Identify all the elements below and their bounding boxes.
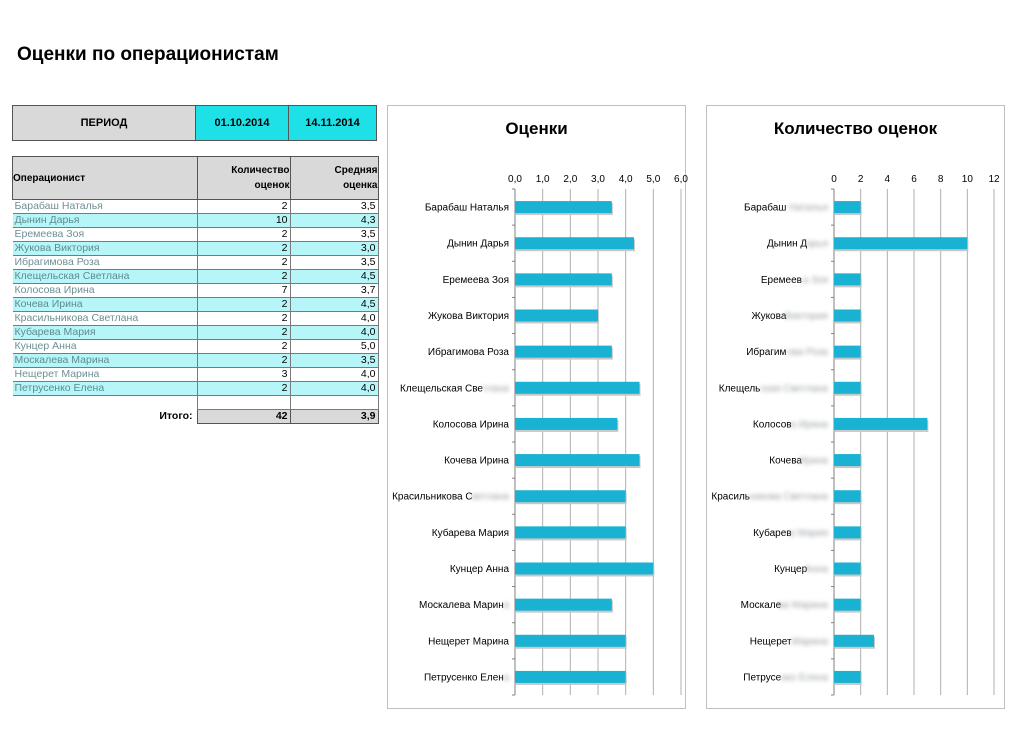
category-label-hidden: нко Елена (780, 672, 828, 684)
tick-label: 10 (961, 174, 973, 185)
rating-count: 2 (197, 228, 290, 242)
category-label-visible: Клещель (718, 383, 761, 395)
category-label-visible: Ибрагимова Роза (427, 347, 509, 359)
bar (834, 454, 861, 466)
table-row[interactable] (13, 368, 379, 382)
header-word: оценок (254, 180, 290, 191)
table-total-row (13, 410, 379, 424)
tick-label: 3,0 (591, 174, 605, 185)
category-label-hidden: арья (806, 238, 828, 250)
category-label-visible: Кочева Ирина (444, 455, 509, 467)
table-row[interactable] (13, 200, 379, 214)
category-label (425, 202, 509, 214)
chart-counts-panel (706, 105, 1005, 709)
bar (834, 563, 861, 575)
table-row[interactable] (13, 214, 379, 228)
bar (515, 346, 612, 358)
operator-name: Кочева Ирина (13, 298, 198, 312)
category-label (753, 527, 828, 539)
bar (515, 237, 634, 249)
table-spacer-row (13, 396, 379, 410)
category-label-visible: Жукова (751, 311, 787, 322)
rating-average: 4,5 (290, 270, 378, 284)
category-label-visible: Красиль (711, 491, 750, 503)
table-row[interactable] (13, 256, 379, 270)
bar (834, 273, 861, 285)
chart-ratings-panel (387, 105, 686, 709)
operator-name: Красильникова Светлана (13, 312, 198, 326)
bar (515, 382, 640, 394)
rating-average: 3,5 (290, 200, 378, 214)
category-label (744, 202, 828, 214)
category-label-hidden: тлана (482, 383, 509, 395)
category-label-visible: Еремеева Зоя (442, 274, 509, 286)
period-table (12, 105, 377, 141)
rating-count: 2 (197, 200, 290, 214)
bar (515, 599, 612, 611)
bar (515, 671, 626, 683)
bar (515, 490, 626, 502)
category-label-hidden: Ирина (798, 455, 828, 467)
rating-average: 4,0 (290, 382, 378, 396)
operators-table (12, 156, 379, 424)
category-label (447, 239, 509, 250)
category-label-visible: Кунцер Анна (449, 564, 509, 575)
category-label (444, 456, 509, 467)
total-count: 42 (197, 410, 290, 424)
bar (834, 310, 861, 322)
bar (834, 599, 861, 611)
category-label-visible: Барабаш Наталья (424, 202, 509, 214)
header-count (197, 157, 290, 200)
category-label-visible: Колосов (752, 419, 792, 431)
table-row[interactable] (13, 270, 379, 284)
operator-name: Нещерет Марина (13, 368, 198, 382)
bar (515, 563, 653, 575)
category-label-hidden: Марина (791, 636, 828, 648)
category-label-hidden: Наталья (788, 202, 828, 214)
bar (834, 201, 861, 213)
category-label (400, 383, 509, 394)
header-operator: Операционист (13, 157, 198, 200)
bar (515, 418, 617, 430)
category-label-visible: Нещерет (749, 636, 792, 648)
rating-count: 2 (197, 256, 290, 270)
category-label (392, 492, 509, 503)
category-label (443, 275, 509, 286)
bar (834, 490, 861, 502)
period-label: ПЕРИОД (13, 106, 196, 141)
bar (834, 526, 861, 538)
header-avg (290, 157, 378, 200)
spacer-cell (290, 396, 378, 410)
bar (834, 635, 874, 647)
table-row[interactable] (13, 298, 379, 312)
category-label (432, 527, 509, 539)
rating-average: 4,0 (290, 368, 378, 382)
tick-label: 6 (911, 174, 917, 185)
rating-count: 2 (197, 326, 290, 340)
category-label (753, 419, 829, 430)
table-row[interactable] (13, 284, 379, 298)
rating-average: 3,5 (290, 256, 378, 270)
period-to-date[interactable]: 14.11.2014 (289, 106, 377, 141)
bar (515, 310, 598, 322)
category-label-hidden: а Мария (789, 527, 828, 539)
rating-count: 2 (197, 382, 290, 396)
rating-average: 3,5 (290, 228, 378, 242)
category-label-visible: Москалева Марин (419, 600, 504, 612)
category-label-visible: Жукова Виктория (427, 311, 509, 322)
rating-count: 7 (197, 284, 290, 298)
category-label-visible: Петрусе (743, 672, 782, 684)
rating-average: 3,5 (290, 354, 378, 368)
header-word: Средняя (334, 165, 378, 176)
category-label-visible: Москале (740, 600, 782, 612)
header-word: Количество (231, 165, 290, 176)
chart-counts (707, 106, 1004, 708)
category-label-hidden: ва Марина (778, 600, 828, 612)
table-row[interactable] (13, 354, 379, 368)
rating-average: 4,0 (290, 312, 378, 326)
bar (515, 273, 612, 285)
category-label (419, 600, 509, 611)
category-label-hidden: а Ирина (790, 419, 828, 431)
tick-label: 4,0 (618, 174, 633, 185)
category-label-visible: Ибрагим (746, 347, 787, 359)
rating-average: 4,0 (290, 326, 378, 340)
category-label (428, 311, 509, 322)
bar (834, 237, 967, 249)
tick-label: 0 (831, 174, 837, 185)
category-label-hidden: ветлана (471, 491, 509, 503)
category-label-visible: Кубарев (753, 527, 792, 539)
operator-name: Клещельская Светлана (13, 270, 198, 284)
chart-counts-title: Количество оценок (773, 119, 938, 138)
operator-name: Ибрагимова Роза (13, 256, 198, 270)
table-row[interactable] (13, 312, 379, 326)
category-label-visible: Барабаш (744, 202, 787, 214)
category-label-visible: Колосова Ирина (432, 419, 509, 431)
bar (834, 671, 861, 683)
rating-average: 4,3 (290, 214, 378, 228)
bar (834, 346, 861, 358)
category-label-visible: Красильникова С (392, 491, 473, 503)
tick-label: 4 (884, 174, 891, 185)
table-row[interactable] (13, 340, 379, 354)
category-label (746, 346, 828, 358)
rating-count: 2 (197, 340, 290, 354)
total-average: 3,9 (290, 410, 378, 424)
rating-average: 3,7 (290, 284, 378, 298)
rating-count: 10 (197, 214, 290, 228)
category-label-visible: Дынин Д (767, 238, 808, 250)
tick-label: 2,0 (563, 174, 578, 185)
operator-name: Москалева Марина (13, 354, 198, 368)
spacer-cell (13, 396, 198, 410)
category-label (711, 492, 828, 503)
category-label (428, 346, 510, 358)
tick-label: 12 (988, 174, 1000, 185)
category-label-visible: Нещерет Марина (428, 636, 509, 648)
category-label-hidden: Анна (804, 564, 828, 575)
rating-count: 2 (197, 298, 290, 312)
category-label-hidden: ская Светлана (760, 383, 828, 395)
category-label-visible: Кубарева Мария (431, 527, 509, 539)
category-label-visible: Клещельская Све (400, 383, 483, 395)
rating-average: 3,0 (290, 242, 378, 256)
tick-label: 6,0 (674, 174, 688, 185)
tick-label: 2 (857, 174, 864, 185)
category-label-hidden: а Зоя (802, 274, 828, 286)
tick-label: 8 (937, 174, 944, 185)
rating-count: 2 (197, 312, 290, 326)
bar (515, 201, 612, 213)
tick-label: 0,0 (508, 174, 522, 185)
category-label (767, 239, 828, 250)
rating-count: 2 (197, 270, 290, 284)
chart-ratings-title: Оценки (505, 119, 568, 138)
operator-name: Кубарева Мария (13, 326, 198, 340)
chart-ratings (388, 106, 688, 708)
bar (834, 382, 861, 394)
category-label (743, 672, 828, 683)
header-word: оценка (343, 180, 378, 191)
category-label-visible: Еремеев (760, 274, 802, 286)
bar (515, 635, 626, 647)
bar (515, 526, 626, 538)
category-label-hidden: а (503, 672, 509, 684)
category-label (433, 419, 510, 430)
category-label (750, 636, 829, 647)
category-label-visible: Дынин Дарья (447, 238, 509, 250)
rating-count: 3 (197, 368, 290, 382)
category-label-visible: Петрусенко Елен (423, 672, 504, 684)
category-label-hidden: а (503, 600, 509, 612)
spacer-cell (197, 396, 290, 410)
period-from-date[interactable]: 01.10.2014 (196, 106, 289, 141)
rating-count: 2 (197, 242, 290, 256)
category-label (424, 672, 509, 683)
category-label (719, 383, 829, 394)
table-row[interactable] (13, 326, 379, 340)
category-label (774, 564, 828, 575)
tick-label: 5,0 (646, 174, 661, 185)
operator-name: Дынин Дарья (13, 214, 198, 228)
operator-name: Колосова Ирина (13, 284, 198, 298)
table-row[interactable] (13, 382, 379, 396)
operator-name: Жукова Виктория (13, 242, 198, 256)
category-label-hidden: ова Роза (787, 347, 828, 359)
rating-average: 5,0 (290, 340, 378, 354)
rating-average: 4,5 (290, 298, 378, 312)
category-label-hidden: никова Светлана (748, 491, 828, 503)
category-label (428, 636, 509, 647)
category-label (741, 600, 829, 611)
category-label (761, 275, 828, 286)
tick-label: 1,0 (535, 174, 550, 185)
total-label: Итого: (13, 410, 198, 424)
operator-name: Барабаш Наталья (13, 200, 198, 214)
operator-name: Кунцер Анна (13, 340, 198, 354)
category-label (769, 456, 828, 467)
page-title: Оценки по операционистам (17, 44, 279, 65)
category-label-hidden: Виктория (784, 311, 828, 322)
table-row[interactable] (13, 228, 379, 242)
rating-count: 2 (197, 354, 290, 368)
operator-name: Еремеева Зоя (13, 228, 198, 242)
bar (834, 418, 927, 430)
category-label (450, 564, 510, 575)
category-label-visible: Кочева (769, 455, 802, 467)
table-header-row (13, 157, 379, 200)
operator-name: Петрусенко Елена (13, 382, 198, 396)
category-label (751, 311, 828, 322)
category-label-visible: Кунцер (774, 564, 808, 575)
table-row[interactable] (13, 242, 379, 256)
bar (515, 454, 640, 466)
